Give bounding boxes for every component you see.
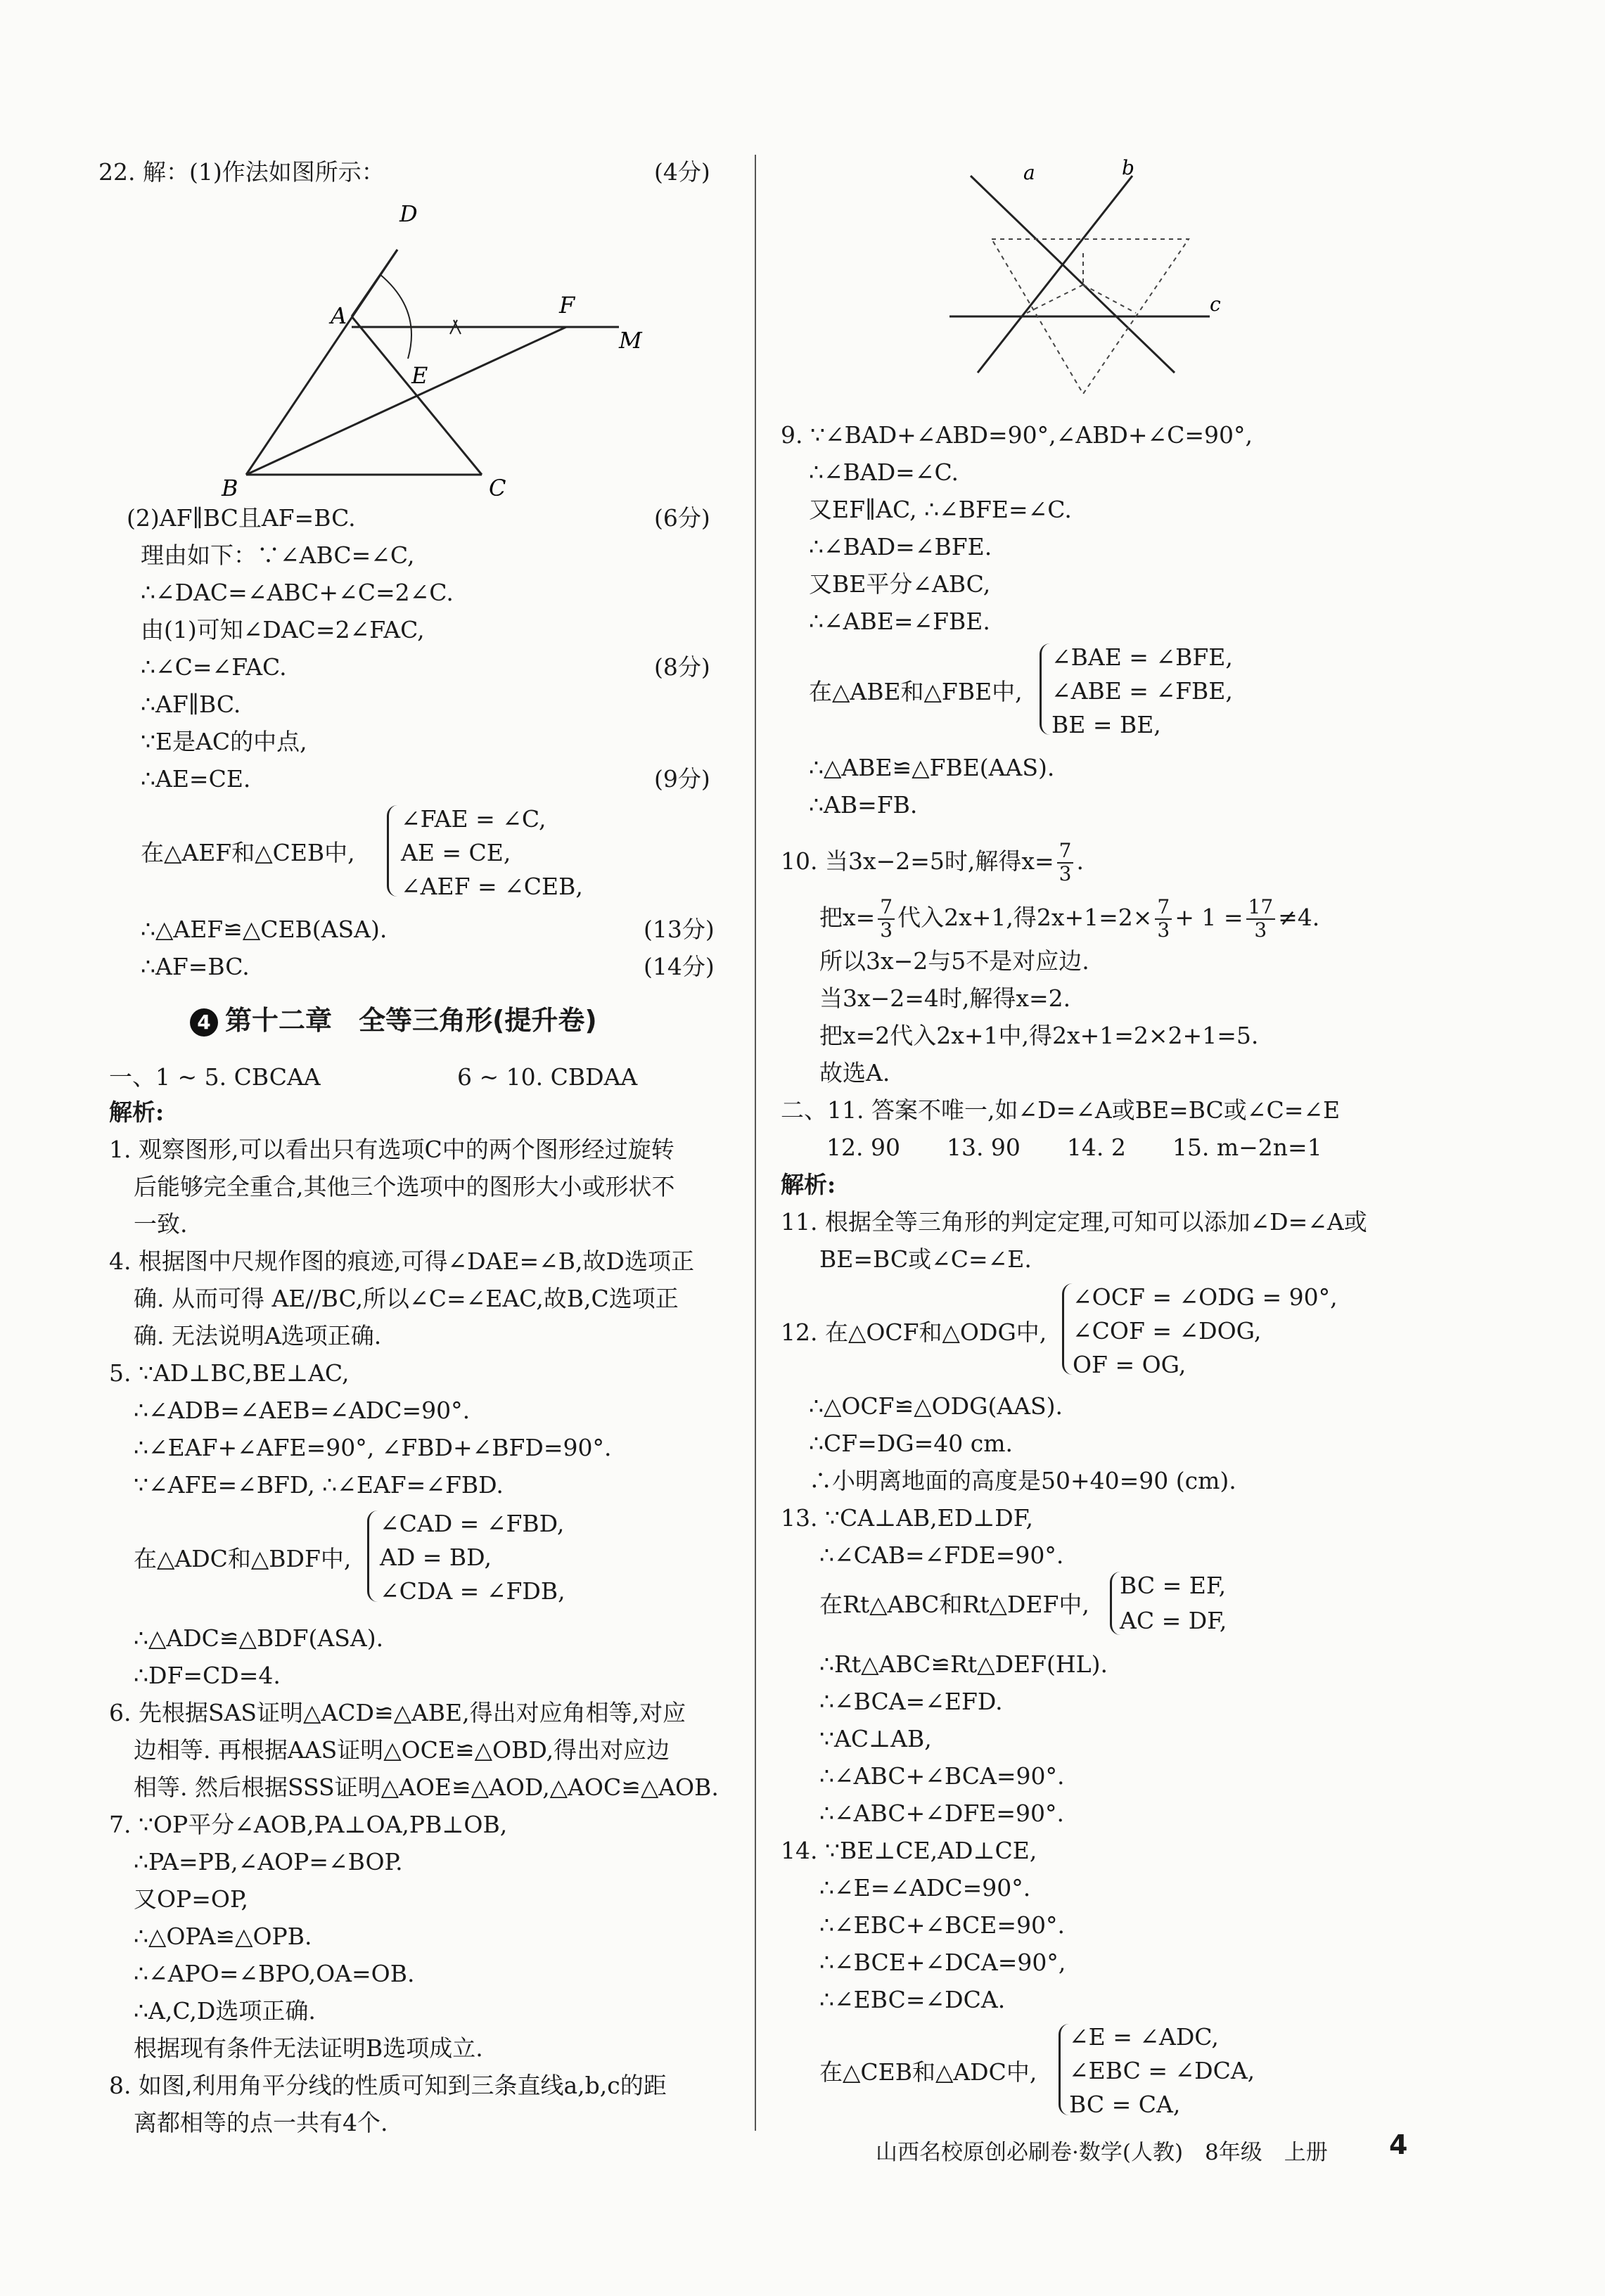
text-line: ∴CF=DG=40 cm.: [809, 1430, 1013, 1457]
points: (14分): [644, 953, 715, 980]
text-line: 理由如下：∵∠ABC=∠C,: [141, 541, 415, 569]
text-line: ∵∠AFE=∠BFD, ∴∠EAF=∠FBD.: [134, 1471, 504, 1499]
system-row: AC = DF,: [1120, 1607, 1227, 1634]
chapter-title-text: 第十二章 全等三角形(提升卷): [225, 1005, 597, 1036]
text-line: 14. ∵BE⊥CE,AD⊥CE,: [781, 1837, 1037, 1864]
text-line: ∴△OCF≌△ODG(AAS).: [809, 1392, 1063, 1420]
frac-num: 17: [1246, 897, 1276, 920]
q10-text: 代入2x+1,得2x+1=2×: [897, 904, 1153, 931]
text-line: ∴∠ABE=∠FBE.: [809, 608, 990, 635]
brace: [1110, 1572, 1120, 1635]
fraction-17-3: [1246, 897, 1276, 942]
system-row: ∠CDA = ∠FDB,: [380, 1577, 565, 1605]
text-line: ∴∠DAC=∠ABC+∠C=2∠C.: [141, 579, 454, 606]
text-line: 根据现有条件无法证明B选项成立.: [134, 2034, 483, 2062]
q10-text: ≠4.: [1278, 904, 1320, 931]
text-line: 把x=2代入2x+1中,得2x+1=2×2+1=5.: [819, 1022, 1259, 1049]
answers-1-5: 一、1 ~ 5. CBCAA: [109, 1063, 321, 1091]
system-row: BC = CA,: [1069, 2091, 1181, 2118]
text-line: 7. ∵OP平分∠AOB,PA⊥OA,PB⊥OB,: [109, 1811, 508, 1838]
text-line: 一致.: [134, 1210, 188, 1238]
q22-part2: (2)AF∥BC且AF=BC.: [127, 504, 356, 532]
system-lead: 在△ADC和△BDF中,: [134, 1545, 352, 1572]
text-line: 边相等. 再根据AAS证明△OCE≌△OBD,得出对应边: [134, 1736, 670, 1764]
label-f: F: [559, 292, 575, 319]
text-line: ∴△ADC≌△BDF(ASA).: [134, 1624, 384, 1652]
text-line: ∴∠EBC=∠DCA.: [819, 1986, 1006, 2013]
label-d: D: [399, 200, 418, 227]
text-line: ∴∠BAD=∠BFE.: [809, 533, 992, 560]
text-line: ∴∠BAD=∠C.: [809, 458, 959, 486]
system-row: BC = EF,: [1120, 1572, 1227, 1599]
system-row: ∠EBC = ∠DCA,: [1069, 2057, 1255, 2084]
text-line: ∴AF∥BC.: [141, 691, 241, 718]
fraction-7-3: [1057, 840, 1074, 885]
text-line: 又EF∥AC, ∴∠BFE=∠C.: [809, 496, 1072, 523]
system-row: OF = OG,: [1073, 1351, 1187, 1378]
points: (9分): [654, 765, 710, 793]
chapter-badge: 4: [190, 1008, 218, 1037]
text-line: ∵E是AC的中点,: [141, 728, 307, 755]
points: (6分): [654, 504, 710, 532]
points: (8分): [654, 653, 710, 681]
frac-den: 3: [1254, 918, 1267, 942]
text-line: ∴PA=PB,∠AOP=∠BOP.: [134, 1848, 403, 1875]
brace: [1059, 2024, 1069, 2115]
text-line: 确. 从而可得 AE//BC,所以∠C=∠EAC,故B,C选项正: [134, 1285, 679, 1312]
system-lead: 在Rt△ABC和Rt△DEF中,: [819, 1591, 1089, 1618]
system-row: ∠CAD = ∠FBD,: [380, 1510, 565, 1537]
system-lead: 在△CEB和△ADC中,: [819, 2058, 1037, 2086]
q10-line1: 10. 当3x−2=5时,解得x= $\frac{7}{3}$ .: [781, 839, 1084, 885]
text-line: ∴∠APO=∠BPO,OA=OB.: [134, 1960, 415, 1987]
text-line: ∴AB=FB.: [809, 791, 918, 819]
text-line: ∵AC⊥AB,: [819, 1725, 932, 1752]
q10-line2: [819, 890, 1319, 946]
text-line: ∴DF=CD=4.: [134, 1662, 281, 1689]
brace: [367, 1511, 378, 1602]
fill-answers: 二、11. 答案不唯一,如∠D=∠A或BE=BC或∠C=∠E: [781, 1096, 1341, 1124]
text-line: ∴A,C,D选项正确.: [134, 1997, 316, 2025]
text-line: 8. 如图,利用角平分线的性质可知到三条直线a,b,c的距: [109, 2072, 667, 2099]
text-line: ∴∠ABC+∠DFE=90°.: [819, 1800, 1064, 1827]
text-line: 1. 观察图形,可以看出只有选项C中的两个图形经过旋转: [109, 1136, 674, 1163]
text-line: 又OP=OP,: [134, 1885, 248, 1913]
figure-triangle-construction: [211, 197, 661, 506]
column-divider: [755, 155, 756, 2131]
points: (4分): [654, 158, 710, 186]
label-line-a: a: [1023, 161, 1035, 184]
system-row: ∠BAE = ∠BFE,: [1051, 643, 1233, 671]
points: (13分): [644, 916, 715, 943]
text-line: ∴∠EAF+∠AFE=90°, ∠FBD+∠BFD=90°.: [134, 1434, 612, 1461]
text-line: ∴Rt△ABC≌Rt△DEF(HL).: [819, 1650, 1108, 1678]
text-line: 确. 无法说明A选项正确.: [134, 1322, 382, 1349]
text-line: ∴∠ABC+∠BCA=90°.: [819, 1762, 1065, 1790]
text-line: 所以3x−2与5不是对应边.: [819, 947, 1089, 975]
system-row: ∠AEF = ∠CEB,: [401, 873, 583, 900]
footer-book-title: 山西名校原创必刷卷·数学(人教) 8年级 上册: [876, 2140, 1328, 2165]
system-row: ∠COF = ∠DOG,: [1073, 1317, 1262, 1345]
text-line: 相等. 然后根据SSS证明△AOE≌△AOD,△AOC≌△AOB.: [134, 1774, 719, 1801]
system-row: AE = CE,: [401, 839, 511, 866]
q10-text: 10. 当3x−2=5时,解得x=: [781, 847, 1054, 875]
brace: [1062, 1283, 1073, 1375]
text-line: ∴∠BCE+∠DCA=90°,: [819, 1949, 1066, 1976]
label-m: M: [619, 327, 642, 354]
figure-three-lines: [942, 155, 1238, 408]
analysis-label: 解析:: [109, 1098, 165, 1126]
label-e: E: [411, 362, 428, 389]
system-row: ∠OCF = ∠ODG = 90°,: [1073, 1283, 1338, 1311]
system-row: ∠ABE = ∠FBE,: [1051, 677, 1233, 705]
page-number: 4: [1389, 2129, 1408, 2160]
text-line: ∴小明离地面的高度是50+40=90 (cm).: [809, 1467, 1236, 1494]
brace: [387, 805, 397, 897]
frac-num: 7: [878, 897, 895, 920]
label-line-c: c: [1210, 293, 1221, 316]
text-line: 5. ∵AD⊥BC,BE⊥AC,: [109, 1359, 350, 1387]
q22-heading: 22. 解：(1)作法如图所示：: [98, 158, 385, 186]
fraction-7-3: [878, 897, 895, 942]
frac-den: 3: [1059, 862, 1072, 885]
label-a: A: [331, 302, 347, 329]
text-line: ∴∠EBC+∠BCE=90°.: [819, 1911, 1065, 1939]
text-line: 后能够完全重合,其他三个选项中的图形大小或形状不: [134, 1173, 675, 1200]
text-line: 又BE平分∠ABC,: [809, 570, 991, 598]
text-line: ∴△OPA≌△OPB.: [134, 1923, 312, 1950]
system-row: ∠E = ∠ADC,: [1069, 2023, 1219, 2051]
system-lead: 在△ABE和△FBE中,: [809, 678, 1023, 705]
answers-6-10: 6 ~ 10. CBDAA: [457, 1063, 638, 1091]
fraction-7-3: [1155, 897, 1172, 942]
text-line: 9. ∵∠BAD+∠ABD=90°,∠ABD+∠C=90°,: [781, 421, 1253, 449]
text-line: ∴AE=CE.: [141, 765, 251, 793]
text-line: 由(1)可知∠DAC=2∠FAC,: [141, 616, 425, 643]
system-row: ∠FAE = ∠C,: [401, 805, 546, 833]
analysis-label: 解析:: [781, 1171, 836, 1198]
text-line: BE=BC或∠C=∠E.: [819, 1245, 1032, 1273]
brace: [1040, 643, 1050, 735]
label-line-b: b: [1122, 156, 1134, 179]
frac-den: 3: [1157, 918, 1170, 942]
text-line: ∴△ABE≌△FBE(AAS).: [809, 754, 1055, 781]
frac-num: 7: [1155, 897, 1172, 920]
system-lead: 在△AEF和△CEB中,: [141, 839, 355, 866]
system-lead: 12. 在△OCF和△ODG中,: [781, 1319, 1047, 1346]
fill-answers: 12. 90 13. 90 14. 2 15. m−2n=1: [826, 1134, 1322, 1161]
text-line: 6. 先根据SAS证明△ACD≌△ABE,得出对应角相等,对应: [109, 1699, 686, 1726]
text-line: 11. 根据全等三角形的判定定理,可知可以添加∠D=∠A或: [781, 1208, 1367, 1236]
text-line: 故选A.: [819, 1059, 890, 1086]
frac-den: 3: [880, 918, 893, 942]
label-b: B: [222, 475, 238, 501]
q10-text: 把x=: [819, 904, 876, 931]
text-line: 当3x−2=4时,解得x=2.: [819, 985, 1071, 1012]
text-line: 4. 根据图中尺规作图的痕迹,可得∠DAE=∠B,故D选项正: [109, 1248, 694, 1275]
q10-text: + 1 =: [1175, 904, 1243, 931]
system-row: BE = BE,: [1051, 711, 1161, 738]
text-line: ∴∠ADB=∠AEB=∠ADC=90°.: [134, 1397, 471, 1424]
text-line: ∴∠BCA=∠EFD.: [819, 1688, 1003, 1715]
text-line: ∴∠E=∠ADC=90°.: [819, 1874, 1031, 1901]
chapter-title: [190, 999, 597, 1037]
label-c: C: [489, 475, 506, 501]
text-line: ∴△AEF≌△CEB(ASA).: [141, 916, 388, 943]
text-line: ∴∠C=∠FAC.: [141, 653, 287, 681]
text-line: ∴∠CAB=∠FDE=90°.: [819, 1541, 1064, 1569]
system-row: AD = BD,: [380, 1544, 492, 1571]
text-line: 离都相等的点一共有4个.: [134, 2109, 388, 2136]
frac-num: 7: [1057, 840, 1074, 864]
text-line: 13. ∵CA⊥AB,ED⊥DF,: [781, 1504, 1033, 1532]
text-line: ∴AF=BC.: [141, 953, 250, 980]
